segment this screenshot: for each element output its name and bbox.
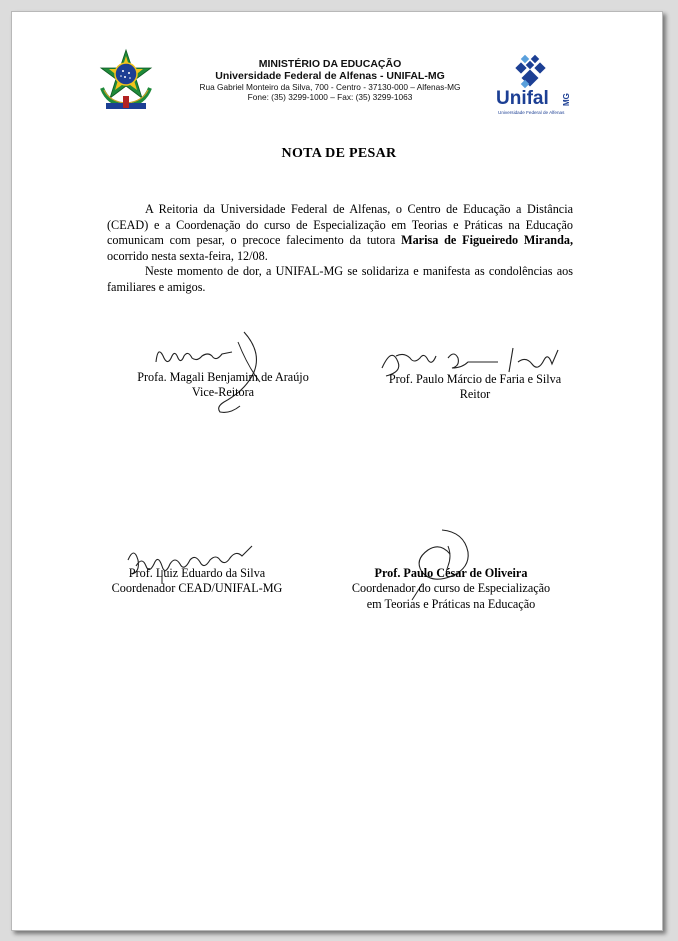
signer-role: Coordenador CEAD/UNIFAL-MG	[111, 581, 283, 596]
phone-fax: Fone: (35) 3299-1000 – Fax: (35) 3299-1063	[247, 92, 413, 102]
unifal-state: MG	[562, 93, 571, 106]
address: Rua Gabriel Monteiro da Silva, 700 - Centro - 37130-000 – Alfenas-MG	[199, 82, 461, 92]
unifal-wordmark: Unifal	[496, 88, 549, 109]
unifal-tagline: Universidade Federal de Alfenas	[498, 110, 565, 115]
signature-rector	[374, 372, 576, 403]
letterhead	[170, 58, 490, 102]
signer-role: em Teorias e Práticas na Educação	[366, 596, 536, 611]
deceased-name: Marisa de Figueiredo Miranda,	[401, 233, 573, 248]
document-title: NOTA DE PESAR	[281, 146, 397, 161]
paragraph-1: A Reitoria da Universidade Federal de Alfenas, o Centro de Educação a Distância (CEAD) e a Coordenação do curso de Especialização em Teorias e Práticas na Educação comunicam com pesar, o precoce falecimento da tutora Marisa de Figueiredo Miranda, ocorrido nesta sexta-feira, 12/08.	[107, 202, 573, 263]
signature-vice-rector	[108, 370, 338, 401]
university-name: Universidade Federal de Alfenas - UNIFAL-MG	[215, 70, 445, 82]
signature-course-coordinator	[336, 566, 566, 612]
ministry-name: MINISTÉRIO DA EDUCAÇÃO	[258, 58, 402, 70]
signer-role: Reitor	[459, 387, 491, 402]
signature-cead-coordinator	[92, 566, 302, 597]
signer-role: Vice-Reitora	[191, 385, 255, 400]
unifal-mark-icon	[515, 55, 545, 88]
unifal-logo	[492, 50, 576, 120]
signer-name: Prof. Paulo Márcio de Faria e Silva	[388, 372, 562, 386]
signer-name: Prof. Paulo César de Oliveira	[374, 566, 528, 580]
paragraph-2: Neste momento de dor, a UNIFAL-MG se solidariza e manifesta as condolências aos familiares e amigos.	[107, 264, 573, 294]
signer-name: Profa. Magali Benjamim de Araújo	[137, 370, 309, 384]
signer-role: Coordenador do curso de Especialização	[351, 581, 551, 596]
note-body	[107, 202, 573, 296]
signer-name: Prof. Luiz Eduardo da Silva	[128, 566, 266, 580]
brazil-coat-of-arms-icon	[96, 48, 156, 114]
